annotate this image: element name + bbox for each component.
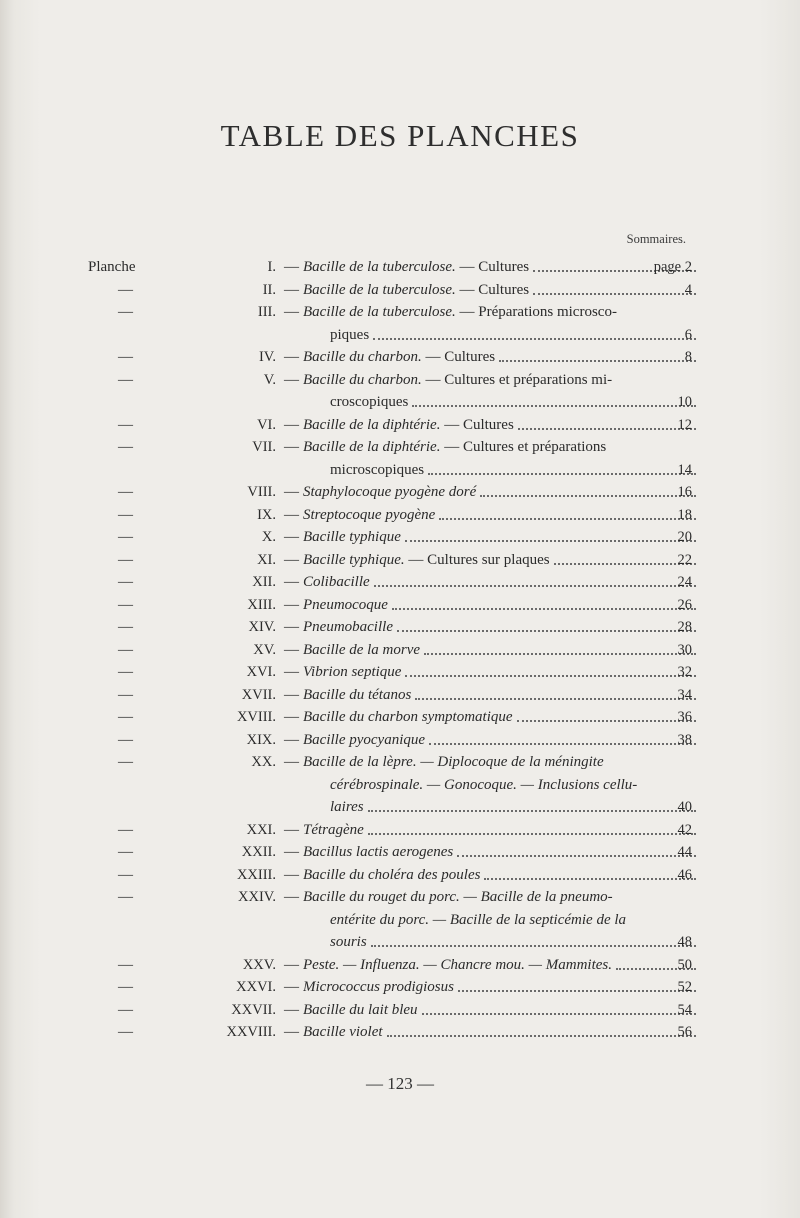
dot-leader bbox=[517, 706, 696, 722]
plate-entry bbox=[0, 999, 800, 1022]
plate-title bbox=[303, 571, 700, 594]
plate-number: XXIII. bbox=[236, 866, 276, 883]
plate-title-italic: Bacille du tétanos bbox=[303, 686, 412, 703]
plate-title-italic: Colibacille bbox=[303, 574, 370, 590]
separator-dash: — bbox=[284, 821, 299, 838]
plate-title-italic: Vibrion septique bbox=[303, 664, 402, 680]
plate-title-roman: croscopiques bbox=[330, 394, 409, 410]
plate-title bbox=[303, 504, 700, 527]
plate-entry bbox=[0, 436, 800, 459]
page-number-ref: 12 bbox=[677, 416, 692, 433]
ditto-dash: — bbox=[118, 416, 133, 433]
planche-label: Planche bbox=[88, 259, 136, 275]
plate-number: XII. bbox=[252, 574, 276, 590]
page-number-ref: 46 bbox=[677, 866, 692, 883]
ditto-dash: — bbox=[118, 709, 133, 725]
page-title: TABLE DES PLANCHES bbox=[220, 118, 580, 153]
plate-title-roman: — Préparations microsco- bbox=[455, 304, 617, 320]
separator-dash: — bbox=[284, 371, 299, 388]
dot-leader bbox=[457, 841, 696, 857]
ditto-dash: — bbox=[118, 281, 133, 298]
plate-title-italic: Bacille du charbon. bbox=[303, 371, 422, 388]
plate-title-italic: Bacille de la tuberculose. bbox=[303, 304, 456, 320]
plate-title-italic: Bacille du rouget du porc. — Bacille de la pneumo- bbox=[303, 889, 613, 905]
plate-title bbox=[303, 279, 700, 302]
plate-entry bbox=[0, 639, 800, 662]
plate-number: XX. bbox=[251, 754, 276, 770]
page-reference bbox=[685, 324, 692, 347]
ditto-dash: — bbox=[118, 439, 133, 455]
page-reference bbox=[678, 481, 693, 504]
ditto-dash: — bbox=[118, 889, 133, 905]
plate-title bbox=[303, 954, 700, 977]
page-reference bbox=[678, 639, 693, 662]
ditto-dash: — bbox=[118, 1001, 133, 1018]
plate-number: XIII. bbox=[247, 596, 276, 613]
plate-title-italic: Pneumobacille bbox=[303, 619, 393, 635]
page-number-ref: 56 bbox=[677, 1024, 692, 1040]
plate-entry bbox=[0, 481, 800, 504]
ditto-dash: — bbox=[118, 844, 133, 860]
page-number-ref: 16 bbox=[677, 484, 692, 500]
plate-title-italic: Staphylocoque pyogène doré bbox=[303, 484, 477, 500]
plate-title-roman: — Cultures bbox=[440, 416, 514, 433]
dot-leader bbox=[428, 459, 696, 475]
plate-number: X. bbox=[261, 529, 276, 545]
plate-entry-continuation bbox=[0, 774, 800, 797]
separator-dash: — bbox=[284, 484, 299, 500]
plate-title bbox=[303, 436, 700, 459]
page-reference bbox=[685, 346, 692, 369]
ditto-dash: — bbox=[118, 619, 133, 635]
ditto-dash: — bbox=[118, 866, 133, 883]
page-number-ref: 34 bbox=[677, 686, 692, 703]
plate-title-italic: Bacille de la diphtérie. bbox=[303, 416, 441, 433]
separator-dash: — bbox=[284, 281, 299, 298]
page-number: — 123 — bbox=[366, 1074, 434, 1093]
ditto-dash: — bbox=[118, 664, 133, 680]
plate-entry bbox=[0, 279, 800, 302]
plate-title bbox=[303, 999, 700, 1022]
plate-number: XXI. bbox=[246, 821, 276, 838]
page-reference bbox=[678, 549, 693, 572]
page-number-ref: 54 bbox=[677, 1001, 692, 1018]
page-number-ref: 18 bbox=[677, 506, 692, 523]
ditto-dash: — bbox=[118, 956, 133, 973]
plate-title-italic: Bacille du charbon symptomatique bbox=[303, 709, 513, 725]
plate-title-italic: Pneumocoque bbox=[303, 596, 388, 613]
dot-leader bbox=[439, 504, 696, 520]
plate-title bbox=[303, 684, 700, 707]
ditto-dash: — bbox=[118, 349, 133, 365]
separator-dash: — bbox=[284, 641, 299, 658]
ditto-dash: — bbox=[118, 754, 133, 770]
page-number-ref: 2 bbox=[684, 259, 692, 275]
page-reference bbox=[678, 391, 693, 414]
plate-entry bbox=[0, 594, 800, 617]
page-reference bbox=[678, 504, 693, 527]
plate-number: XXIV. bbox=[238, 889, 276, 905]
page-number-ref: 30 bbox=[677, 641, 692, 658]
plate-title-roman: — Cultures et préparations bbox=[440, 439, 607, 455]
plate-title bbox=[303, 616, 700, 639]
plate-number: III. bbox=[257, 304, 276, 320]
plate-title-italic: Bacille de la lèpre. — Diplocoque de la méningite bbox=[303, 754, 604, 770]
dot-leader bbox=[371, 931, 696, 947]
dot-leader bbox=[554, 549, 696, 565]
dot-leader bbox=[484, 864, 696, 880]
plate-title bbox=[303, 256, 700, 279]
plate-title-italic: Bacille du choléra des poules bbox=[303, 866, 481, 883]
plate-title bbox=[303, 301, 700, 324]
plate-number: VI. bbox=[257, 416, 276, 433]
plate-title-roman: — Cultures et préparations mi- bbox=[421, 371, 613, 388]
page-number-ref: 10 bbox=[677, 394, 692, 410]
plate-entry bbox=[0, 684, 800, 707]
dot-leader bbox=[415, 684, 696, 700]
page-reference bbox=[678, 841, 693, 864]
page-number-ref: 52 bbox=[677, 979, 692, 995]
plate-title-italic: Bacille violet bbox=[303, 1024, 383, 1040]
table-of-plates bbox=[0, 256, 800, 1044]
plate-title-roman: — Cultures sur plaques bbox=[404, 551, 550, 568]
plate-title-italic: Bacille de la tuberculose. bbox=[303, 281, 456, 298]
plate-entry bbox=[0, 1021, 800, 1044]
plate-number: XXV. bbox=[242, 956, 276, 973]
dot-leader bbox=[368, 819, 696, 835]
dot-leader bbox=[374, 571, 696, 587]
ditto-dash: — bbox=[118, 596, 133, 613]
plate-title-italic: souris bbox=[330, 934, 367, 950]
plate-title bbox=[303, 369, 700, 392]
plate-entry-continuation bbox=[0, 909, 800, 932]
separator-dash: — bbox=[284, 304, 299, 320]
page-reference bbox=[678, 796, 693, 819]
dot-leader bbox=[422, 999, 696, 1015]
separator-dash: — bbox=[284, 709, 299, 725]
plate-entry-continuation bbox=[0, 324, 800, 347]
plate-title bbox=[303, 481, 700, 504]
dot-leader bbox=[405, 526, 696, 542]
plate-entry bbox=[0, 549, 800, 572]
ditto-dash: — bbox=[118, 979, 133, 995]
ditto-dash: — bbox=[118, 506, 133, 523]
plate-title-roman: — Cultures bbox=[421, 349, 496, 365]
ditto-dash: — bbox=[118, 731, 133, 748]
column-header: Sommaires. bbox=[626, 232, 686, 246]
page-number-ref: 42 bbox=[677, 821, 692, 838]
plate-title bbox=[303, 976, 700, 999]
plate-title-italic: Bacille du charbon. bbox=[303, 349, 422, 365]
page-number-ref: 20 bbox=[677, 529, 692, 545]
page-reference bbox=[678, 459, 693, 482]
plate-title-italic: Bacille typhique bbox=[303, 529, 401, 545]
dot-leader bbox=[480, 481, 696, 497]
separator-dash: — bbox=[284, 416, 299, 433]
plate-entry-continuation bbox=[0, 931, 800, 954]
plate-entry bbox=[0, 661, 800, 684]
plate-title bbox=[303, 819, 700, 842]
plate-entry bbox=[0, 954, 800, 977]
plate-title bbox=[303, 526, 700, 549]
plate-title-italic: Bacille pyocyanique bbox=[303, 731, 426, 748]
plate-entry bbox=[0, 571, 800, 594]
dot-leader bbox=[458, 976, 696, 992]
plate-title-italic: Bacille de la tuberculose. bbox=[303, 259, 456, 275]
plate-entry bbox=[0, 301, 800, 324]
plate-title-italic: Streptocoque pyogène bbox=[303, 506, 436, 523]
plate-number: I. bbox=[267, 259, 276, 275]
separator-dash: — bbox=[284, 979, 299, 995]
plate-title bbox=[303, 841, 700, 864]
plate-entry bbox=[0, 414, 800, 437]
plate-entry bbox=[0, 819, 800, 842]
page-reference bbox=[685, 279, 692, 302]
separator-dash: — bbox=[284, 349, 299, 365]
plate-entry bbox=[0, 616, 800, 639]
plate-number: XXVIII. bbox=[226, 1024, 276, 1040]
page-number-ref: 38 bbox=[677, 731, 692, 748]
plate-title bbox=[330, 391, 700, 414]
plate-entry bbox=[0, 729, 800, 752]
ditto-dash: — bbox=[118, 371, 133, 388]
page-number-ref: 28 bbox=[677, 619, 692, 635]
plate-title-italic: entérite du porc. — Bacille de la septicémie de la bbox=[330, 911, 627, 928]
plate-title bbox=[303, 751, 700, 774]
separator-dash: — bbox=[284, 506, 299, 523]
ditto-dash: — bbox=[118, 574, 133, 590]
separator-dash: — bbox=[284, 754, 299, 770]
plate-entry bbox=[0, 256, 800, 279]
page-number-ref: 22 bbox=[677, 551, 692, 568]
separator-dash: — bbox=[284, 956, 299, 973]
plate-number: XIX. bbox=[246, 731, 276, 748]
plate-number: XVII. bbox=[241, 686, 276, 703]
plate-title bbox=[330, 909, 700, 932]
separator-dash: — bbox=[284, 529, 299, 545]
separator-dash: — bbox=[284, 439, 299, 455]
plate-number: XXVI. bbox=[236, 979, 276, 995]
plate-title-roman: microscopiques bbox=[330, 461, 425, 478]
page-number-ref: 8 bbox=[684, 349, 692, 365]
page-reference bbox=[678, 661, 693, 684]
page-prefix: page bbox=[653, 259, 685, 275]
plate-entry bbox=[0, 526, 800, 549]
page-reference bbox=[678, 706, 693, 729]
separator-dash: — bbox=[284, 259, 299, 275]
dot-leader bbox=[405, 661, 696, 677]
plate-number: XV. bbox=[253, 641, 276, 658]
plate-title bbox=[303, 886, 700, 909]
page-reference bbox=[678, 684, 693, 707]
page-reference bbox=[678, 864, 693, 887]
plate-number: XIV. bbox=[248, 619, 276, 635]
plate-title bbox=[330, 931, 700, 954]
ditto-dash: — bbox=[118, 304, 133, 320]
plate-number: XVIII. bbox=[236, 709, 276, 725]
plate-title-italic: laires bbox=[330, 799, 364, 815]
plate-title bbox=[303, 706, 700, 729]
page-number-ref: 32 bbox=[677, 664, 692, 680]
plate-title bbox=[303, 594, 700, 617]
plate-entry bbox=[0, 346, 800, 369]
plate-title-italic: Bacille typhique. bbox=[303, 551, 405, 568]
plate-title bbox=[303, 549, 700, 572]
plate-title bbox=[330, 324, 700, 347]
page-number-ref: 24 bbox=[677, 574, 692, 590]
ditto-dash: — bbox=[118, 551, 133, 568]
page-number-ref: 6 bbox=[684, 326, 692, 343]
plate-number: XVI. bbox=[246, 664, 276, 680]
page-number-ref: 40 bbox=[677, 799, 692, 815]
plate-number: VIII. bbox=[247, 484, 276, 500]
plate-entry-continuation bbox=[0, 796, 800, 819]
plate-entry bbox=[0, 976, 800, 999]
dot-leader bbox=[533, 279, 696, 295]
page-reference bbox=[678, 571, 693, 594]
separator-dash: — bbox=[284, 551, 299, 568]
ditto-dash: — bbox=[118, 641, 133, 658]
separator-dash: — bbox=[284, 619, 299, 635]
plate-number: IX. bbox=[257, 506, 276, 523]
plate-title-italic: Bacille du lait bleu bbox=[303, 1001, 418, 1018]
separator-dash: — bbox=[284, 866, 299, 883]
plate-number: XI. bbox=[257, 551, 276, 568]
plate-entry bbox=[0, 886, 800, 909]
plate-title-italic: Bacille de la morve bbox=[303, 641, 421, 658]
separator-dash: — bbox=[284, 889, 299, 905]
plate-number: IV. bbox=[258, 349, 276, 365]
page-reference bbox=[678, 729, 693, 752]
plate-title bbox=[330, 459, 700, 482]
plate-entry-continuation bbox=[0, 391, 800, 414]
plate-number: V. bbox=[263, 371, 276, 388]
plate-entry-continuation bbox=[0, 459, 800, 482]
separator-dash: — bbox=[284, 664, 299, 680]
plate-title-italic: Tétragène bbox=[303, 821, 364, 838]
separator-dash: — bbox=[284, 686, 299, 703]
page-number-ref: 48 bbox=[677, 934, 692, 950]
separator-dash: — bbox=[284, 844, 299, 860]
plate-entry bbox=[0, 751, 800, 774]
plate-number: VII. bbox=[252, 439, 276, 455]
plate-title bbox=[303, 639, 700, 662]
plate-entry bbox=[0, 841, 800, 864]
page-number-ref: 50 bbox=[677, 956, 692, 973]
dot-leader bbox=[499, 346, 696, 362]
separator-dash: — bbox=[284, 1001, 299, 1018]
page-reference bbox=[678, 976, 693, 999]
plate-title-italic: Bacillus lactis aerogenes bbox=[303, 844, 454, 860]
page-reference bbox=[654, 256, 692, 279]
plate-entry bbox=[0, 864, 800, 887]
page-number-ref: 36 bbox=[677, 709, 692, 725]
plate-title-roman: piques bbox=[330, 326, 370, 343]
ditto-dash: — bbox=[118, 686, 133, 703]
page-number-ref: 44 bbox=[677, 844, 692, 860]
page-reference bbox=[678, 594, 693, 617]
separator-dash: — bbox=[284, 574, 299, 590]
page-reference bbox=[678, 954, 693, 977]
dot-leader bbox=[392, 594, 696, 610]
plate-number: II. bbox=[262, 281, 276, 298]
plate-title bbox=[303, 661, 700, 684]
page-reference bbox=[678, 819, 693, 842]
plate-title bbox=[303, 729, 700, 752]
page-number-ref: 14 bbox=[677, 461, 692, 478]
dot-leader bbox=[429, 729, 696, 745]
dot-leader bbox=[424, 639, 696, 655]
plate-number: XXII. bbox=[241, 844, 276, 860]
plate-entry bbox=[0, 504, 800, 527]
plate-title-roman: — Cultures bbox=[455, 281, 530, 298]
page-number-ref: 4 bbox=[684, 281, 692, 298]
plate-title bbox=[303, 414, 700, 437]
page-reference bbox=[678, 931, 693, 954]
plate-number: XXVII. bbox=[231, 1001, 276, 1018]
plate-title bbox=[303, 1021, 700, 1044]
page-reference bbox=[678, 616, 693, 639]
plate-title bbox=[330, 796, 700, 819]
plate-title-italic: cérébrospinale. — Gonocoque. — Inclusions cellu- bbox=[330, 776, 638, 793]
dot-leader bbox=[518, 414, 696, 430]
dot-leader bbox=[387, 1021, 696, 1037]
page-reference bbox=[678, 999, 693, 1022]
plate-title-italic: Bacille de la diphtérie. bbox=[303, 439, 441, 455]
separator-dash: — bbox=[284, 731, 299, 748]
ditto-dash: — bbox=[118, 821, 133, 838]
plate-entry bbox=[0, 369, 800, 392]
plate-title-roman: — Cultures bbox=[455, 259, 530, 275]
ditto-dash: — bbox=[118, 484, 133, 500]
dot-leader bbox=[373, 324, 696, 340]
ditto-dash: — bbox=[118, 529, 133, 545]
plate-title-italic: Micrococcus prodigiosus bbox=[303, 979, 454, 995]
plate-title bbox=[330, 774, 700, 797]
dot-leader bbox=[397, 616, 696, 632]
dot-leader bbox=[368, 796, 696, 812]
page-reference bbox=[678, 526, 693, 549]
plate-title bbox=[303, 864, 700, 887]
plate-title bbox=[303, 346, 700, 369]
separator-dash: — bbox=[284, 1024, 299, 1040]
dot-leader bbox=[412, 391, 696, 407]
ditto-dash: — bbox=[118, 1024, 133, 1040]
page-reference bbox=[678, 1021, 693, 1044]
separator-dash: — bbox=[284, 596, 299, 613]
plate-entry bbox=[0, 706, 800, 729]
page-number-ref: 26 bbox=[677, 596, 692, 613]
plate-title-italic: Peste. — Influenza. — Chancre mou. — Mammites. bbox=[303, 956, 612, 973]
page-reference bbox=[678, 414, 693, 437]
